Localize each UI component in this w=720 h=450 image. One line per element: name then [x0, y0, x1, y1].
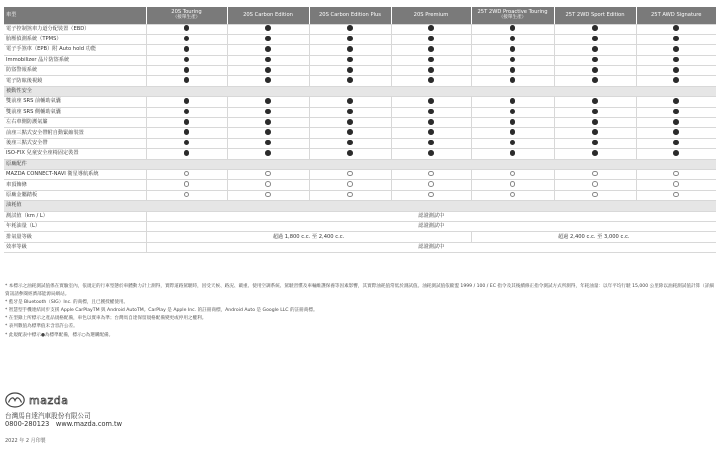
table-row [4, 190, 716, 200]
table-cell [391, 169, 471, 179]
section-title: 被動性安全 [4, 86, 716, 96]
standard-equipment-dot-icon [673, 46, 679, 52]
table-row [4, 107, 716, 117]
table-cell [636, 24, 716, 34]
standard-equipment-dot-icon [428, 119, 434, 125]
table-cell [554, 138, 636, 148]
table-cell [146, 107, 227, 117]
table-cell [227, 138, 309, 148]
company-info [5, 412, 122, 428]
table-cell [636, 138, 716, 148]
standard-equipment-dot-icon [592, 36, 598, 42]
standard-equipment-dot-icon [510, 98, 516, 104]
standard-equipment-dot-icon [428, 46, 434, 52]
table-cell [636, 180, 716, 190]
row-label: Immobilizer 晶片防盜系統 [4, 55, 146, 65]
standard-equipment-dot-icon [347, 46, 353, 52]
table-cell [636, 55, 716, 65]
standard-equipment-dot-icon [428, 109, 434, 115]
table-row [4, 138, 716, 148]
row-label: 後座三點式安全帶 [4, 138, 146, 148]
table-cell [146, 149, 227, 159]
standard-equipment-dot-icon [510, 140, 516, 146]
standard-equipment-dot-icon [592, 109, 598, 115]
table-cell [554, 45, 636, 55]
standard-equipment-dot-icon [184, 140, 190, 146]
optional-equipment-circle-icon [347, 171, 353, 177]
standard-equipment-dot-icon [510, 25, 516, 31]
table-cell [309, 97, 391, 107]
standard-equipment-dot-icon [428, 98, 434, 104]
table-cell [309, 138, 391, 148]
table-cell [227, 24, 309, 34]
table-cell [146, 190, 227, 200]
standard-equipment-dot-icon [428, 25, 434, 31]
standard-equipment-dot-icon [184, 25, 190, 31]
table-cell [554, 34, 636, 44]
row-label: 排氣量等級 [4, 232, 146, 242]
table-row [4, 76, 716, 86]
table-body [4, 24, 716, 253]
table-cell [636, 66, 716, 76]
row-label: 防盜警報系統 [4, 66, 146, 76]
standard-equipment-dot-icon [673, 36, 679, 42]
standard-equipment-dot-icon [673, 98, 679, 104]
column-header [227, 7, 309, 24]
table-cell [471, 149, 554, 159]
table-row [4, 24, 716, 34]
footnote: * 在型錄上所標示之產品規格配備，車色以實車為準；台灣馬自達保留規格配備變更或停用之權利。 [5, 316, 207, 322]
merged-value-cell: 認證測試中 [146, 211, 716, 221]
table-cell [554, 107, 636, 117]
mazda-logo [5, 392, 95, 408]
row-label: 前座三點式安全帶附自動緊縮裝置 [4, 128, 146, 138]
table-cell [309, 149, 391, 159]
standard-equipment-dot-icon [510, 150, 516, 156]
standard-equipment-dot-icon [510, 36, 516, 42]
column-header-name: 20S Touring [171, 8, 202, 15]
table-row [4, 232, 716, 242]
table-cell [636, 128, 716, 138]
standard-equipment-dot-icon [347, 77, 353, 83]
table-cell [146, 45, 227, 55]
standard-equipment-dot-icon [592, 67, 598, 73]
optional-equipment-circle-icon [592, 171, 598, 177]
standard-equipment-dot-icon [265, 150, 271, 156]
row-label: 雙前座 SRS 前輔助氣囊 [4, 97, 146, 107]
table-cell [636, 118, 716, 128]
section-header-row [4, 159, 716, 169]
table-cell [471, 66, 554, 76]
footnote: * 智慧型手機連結同步支援 Apple CarPlayTM 與 Android AutoTM。CarPlay 是 Apple Inc. 的註冊商標，Android Auto 是 Google LLC 的註冊商標。 [5, 308, 318, 314]
optional-equipment-circle-icon [347, 181, 353, 187]
table-cell [227, 107, 309, 117]
company-contact: 0800-280123 www.mazda.com.tw [5, 420, 122, 429]
optional-equipment-circle-icon [265, 181, 271, 187]
standard-equipment-dot-icon [347, 150, 353, 156]
table-cell [636, 149, 716, 159]
standard-equipment-dot-icon [265, 98, 271, 104]
table-cell [309, 34, 391, 44]
table-cell [471, 24, 554, 34]
table-row [4, 211, 716, 221]
spec-table [4, 7, 716, 253]
column-header [554, 7, 636, 24]
table-cell [471, 107, 554, 117]
table-cell [391, 138, 471, 148]
standard-equipment-dot-icon [428, 129, 434, 135]
table-cell [391, 190, 471, 200]
column-header [309, 7, 391, 24]
optional-equipment-circle-icon [592, 192, 598, 198]
table-cell [391, 76, 471, 86]
standard-equipment-dot-icon [592, 98, 598, 104]
row-label: 胎壓偵測系統（TPMS） [4, 34, 146, 44]
standard-equipment-dot-icon [184, 57, 190, 63]
optional-equipment-circle-icon [428, 192, 434, 198]
standard-equipment-dot-icon [428, 140, 434, 146]
column-header [636, 7, 716, 24]
standard-equipment-dot-icon [265, 67, 271, 73]
row-label: 電子防眩後視鏡 [4, 76, 146, 86]
standard-equipment-dot-icon [592, 129, 598, 135]
standard-equipment-dot-icon [428, 36, 434, 42]
standard-equipment-dot-icon [265, 57, 271, 63]
table-cell [391, 45, 471, 55]
table-cell [227, 169, 309, 179]
standard-equipment-dot-icon [673, 129, 679, 135]
table-cell [636, 97, 716, 107]
row-label: ISO-FIX 兒童安全座椅固定裝置 [4, 149, 146, 159]
section-title: 原廠配件 [4, 159, 716, 169]
table-row [4, 118, 716, 128]
table-row [4, 55, 716, 65]
optional-equipment-circle-icon [428, 171, 434, 177]
standard-equipment-dot-icon [347, 129, 353, 135]
row-label: 年耗油量（L） [4, 221, 146, 231]
optional-equipment-circle-icon [265, 171, 271, 177]
table-cell [227, 180, 309, 190]
table-cell [227, 118, 309, 128]
standard-equipment-dot-icon [184, 150, 190, 156]
standard-equipment-dot-icon [510, 57, 516, 63]
table-cell [146, 97, 227, 107]
section-header-row [4, 86, 716, 96]
optional-equipment-circle-icon [347, 192, 353, 198]
table-cell [309, 180, 391, 190]
standard-equipment-dot-icon [510, 77, 516, 83]
column-header-name: 20S Carbon Edition [243, 12, 293, 18]
standard-equipment-dot-icon [592, 150, 598, 156]
optional-equipment-circle-icon [510, 192, 516, 198]
column-header-name: 25T 2WD Sport Edition [565, 12, 625, 18]
table-cell [554, 97, 636, 107]
standard-equipment-dot-icon [592, 119, 598, 125]
table-cell [471, 190, 554, 200]
table-cell [554, 169, 636, 179]
standard-equipment-dot-icon [347, 98, 353, 104]
standard-equipment-dot-icon [673, 150, 679, 156]
row-label: 左右車側防護氣簾 [4, 118, 146, 128]
standard-equipment-dot-icon [184, 129, 190, 135]
table-cell [227, 34, 309, 44]
optional-equipment-circle-icon [673, 171, 679, 177]
standard-equipment-dot-icon [673, 25, 679, 31]
table-cell [146, 55, 227, 65]
table-cell [309, 118, 391, 128]
table-cell [146, 66, 227, 76]
table-cell [471, 118, 554, 128]
table-cell [554, 118, 636, 128]
print-date: 2022 年 2 月印製 [5, 438, 46, 444]
column-header-name: 20S Premium [413, 12, 449, 18]
table-row [4, 45, 716, 55]
table-cell [227, 55, 309, 65]
standard-equipment-dot-icon [592, 25, 598, 31]
column-header [471, 7, 554, 24]
standard-equipment-dot-icon [673, 67, 679, 73]
footnote: * 表列數值為標準值未含容許公差。 [5, 324, 78, 330]
standard-equipment-dot-icon [347, 109, 353, 115]
table-cell [391, 128, 471, 138]
table-cell [227, 97, 309, 107]
standard-equipment-dot-icon [184, 77, 190, 83]
standard-equipment-dot-icon [428, 77, 434, 83]
standard-equipment-dot-icon [265, 109, 271, 115]
table-cell [146, 180, 227, 190]
standard-equipment-dot-icon [184, 36, 190, 42]
standard-equipment-dot-icon [510, 119, 516, 125]
standard-equipment-dot-icon [673, 140, 679, 146]
standard-equipment-dot-icon [347, 67, 353, 73]
row-label: MAZDA CONNECT-NAVI 衛星導航系統 [4, 169, 146, 179]
table-cell [636, 190, 716, 200]
standard-equipment-dot-icon [347, 119, 353, 125]
standard-equipment-dot-icon [592, 140, 598, 146]
table-cell [554, 180, 636, 190]
optional-equipment-circle-icon [184, 171, 190, 177]
column-header-name: 25T AWD Signature [651, 12, 702, 18]
table-cell [471, 55, 554, 65]
standard-equipment-dot-icon [265, 36, 271, 42]
optional-equipment-circle-icon [184, 192, 190, 198]
footnote: * 藍牙是 Bluetooth（SIG）Inc. 的商標，且已獲授權使用。 [5, 300, 129, 306]
standard-equipment-dot-icon [347, 57, 353, 63]
row-label: 測試值（km / L） [4, 211, 146, 221]
standard-equipment-dot-icon [510, 46, 516, 52]
table-cell [391, 107, 471, 117]
table-row [4, 221, 716, 231]
standard-equipment-dot-icon [184, 109, 190, 115]
table-cell [391, 97, 471, 107]
standard-equipment-dot-icon [510, 129, 516, 135]
table-cell [227, 66, 309, 76]
optional-equipment-circle-icon [510, 181, 516, 187]
merged-value-cell: 認證測試中 [146, 242, 716, 252]
standard-equipment-dot-icon [265, 25, 271, 31]
header-corner-label: 車型 [4, 7, 146, 24]
table-cell [309, 24, 391, 34]
table-cell [227, 128, 309, 138]
merged-value-cell: 認證測試中 [146, 221, 716, 231]
standard-equipment-dot-icon [673, 77, 679, 83]
table-cell [309, 128, 391, 138]
section-title: 油耗值 [4, 201, 716, 211]
table-cell [554, 76, 636, 86]
table-cell [471, 34, 554, 44]
table-cell [391, 24, 471, 34]
row-label: 雙前座 SRS 側輔助氣囊 [4, 107, 146, 117]
table-row [4, 180, 716, 190]
merged-value-cell: 超過 2,400 c.c. 至 3,000 c.c. [471, 232, 716, 242]
standard-equipment-dot-icon [184, 67, 190, 73]
table-cell [636, 76, 716, 86]
optional-equipment-circle-icon [265, 192, 271, 198]
column-header-note: （接單生產） [498, 15, 527, 21]
table-cell [309, 107, 391, 117]
optional-equipment-circle-icon [184, 181, 190, 187]
table-cell [471, 76, 554, 86]
table-cell [227, 190, 309, 200]
table-cell [227, 149, 309, 159]
table-cell [554, 66, 636, 76]
footnotes [5, 283, 715, 340]
table-cell [636, 34, 716, 44]
table-cell [146, 138, 227, 148]
table-cell [471, 97, 554, 107]
standard-equipment-dot-icon [592, 57, 598, 63]
row-label: 電子手煞車（EPB）附 Auto hold 功能 [4, 45, 146, 55]
optional-equipment-circle-icon [673, 181, 679, 187]
row-label: 電子控制煞車力道分配裝置（EBD） [4, 24, 146, 34]
table-cell [391, 34, 471, 44]
table-cell [554, 190, 636, 200]
section-header-row [4, 201, 716, 211]
row-label: 車頂飾條 [4, 180, 146, 190]
optional-equipment-circle-icon [428, 181, 434, 187]
standard-equipment-dot-icon [428, 57, 434, 63]
table-row [4, 97, 716, 107]
merged-value-cell: 超過 1,800 c.c. 至 2,400 c.c. [146, 232, 471, 242]
optional-equipment-circle-icon [510, 171, 516, 177]
standard-equipment-dot-icon [265, 46, 271, 52]
column-header [391, 7, 471, 24]
table-cell [309, 45, 391, 55]
standard-equipment-dot-icon [510, 67, 516, 73]
table-cell [146, 76, 227, 86]
standard-equipment-dot-icon [265, 77, 271, 83]
optional-equipment-circle-icon [673, 192, 679, 198]
table-cell [309, 169, 391, 179]
table-cell [471, 45, 554, 55]
standard-equipment-dot-icon [673, 119, 679, 125]
standard-equipment-dot-icon [592, 46, 598, 52]
table-cell [554, 55, 636, 65]
column-header-name: 20S Carbon Edition Plus [318, 12, 382, 18]
table-row [4, 128, 716, 138]
table-row [4, 66, 716, 76]
table-cell [636, 45, 716, 55]
table-cell [554, 24, 636, 34]
table-cell [471, 138, 554, 148]
table-cell [227, 76, 309, 86]
table-cell [391, 66, 471, 76]
standard-equipment-dot-icon [265, 119, 271, 125]
standard-equipment-dot-icon [184, 46, 190, 52]
table-cell [391, 55, 471, 65]
standard-equipment-dot-icon [428, 150, 434, 156]
table-row [4, 149, 716, 159]
column-header-note: （接單生產） [172, 15, 201, 21]
standard-equipment-dot-icon [428, 67, 434, 73]
column-header [146, 7, 227, 24]
standard-equipment-dot-icon [592, 77, 598, 83]
table-cell [146, 169, 227, 179]
table-cell [309, 55, 391, 65]
table-cell [309, 76, 391, 86]
row-label: 效率等級 [4, 242, 146, 252]
table-cell [309, 66, 391, 76]
footnote: * 本標示之油耗測試值係在實驗室內，依規定的行車型態於車體動力計上測得，實際道路駕駛時，因受天候、路況、載重、使用空調系統、駕駛習慣及車輛維護保養等因素影響，其實際油耗值常低於測試值。油耗測試值依歐盟 1999 / 100 / EC 指令及其後續修正指令測試方式所測得，年耗油量：以年平均行駛 15,000 公里除以油耗測試值計算（詳細資訊請參閱經濟部能源局網站。 [5, 284, 714, 298]
standard-equipment-dot-icon [673, 109, 679, 115]
standard-equipment-dot-icon [510, 109, 516, 115]
brand-wordmark: mazda [29, 394, 69, 407]
table-row [4, 34, 716, 44]
table-cell [391, 180, 471, 190]
standard-equipment-dot-icon [347, 140, 353, 146]
table-cell [471, 128, 554, 138]
table-header-row [4, 7, 716, 24]
standard-equipment-dot-icon [265, 129, 271, 135]
table-cell [471, 169, 554, 179]
table-cell [146, 118, 227, 128]
table-cell [636, 107, 716, 117]
footnote: * 此規配表中標示●為標準配備，標示○為選購配備。 [5, 332, 114, 338]
table-cell [554, 128, 636, 138]
table-cell [554, 149, 636, 159]
table-cell [146, 34, 227, 44]
table-cell [391, 118, 471, 128]
table-cell [636, 169, 716, 179]
standard-equipment-dot-icon [347, 36, 353, 42]
company-name: 台灣馬自達汽車股份有限公司 [5, 412, 91, 420]
table-cell [391, 149, 471, 159]
standard-equipment-dot-icon [184, 98, 190, 104]
standard-equipment-dot-icon [184, 119, 190, 125]
table-row [4, 242, 716, 252]
standard-equipment-dot-icon [347, 25, 353, 31]
optional-equipment-circle-icon [592, 181, 598, 187]
table-cell [146, 24, 227, 34]
standard-equipment-dot-icon [265, 140, 271, 146]
table-cell [471, 180, 554, 190]
column-header-name: 25T 2WD Proactive Touring [477, 8, 548, 15]
table-cell [309, 190, 391, 200]
table-cell [227, 45, 309, 55]
table-row [4, 169, 716, 179]
table-cell [146, 128, 227, 138]
row-label: 原廠金屬踏板 [4, 190, 146, 200]
standard-equipment-dot-icon [673, 57, 679, 63]
